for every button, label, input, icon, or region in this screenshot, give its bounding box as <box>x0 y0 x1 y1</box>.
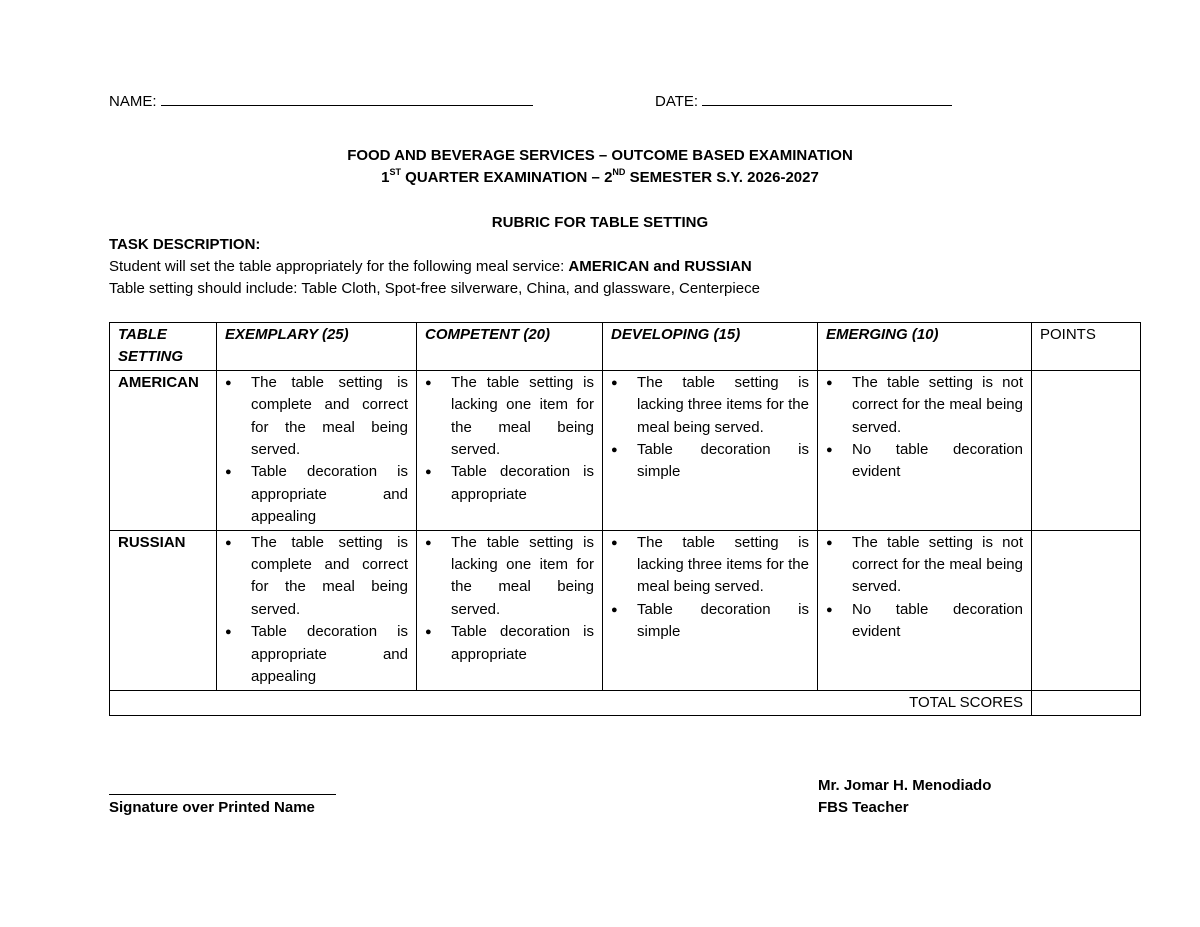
criteria-text: The table setting is complete and correct for the meal being served. <box>251 533 408 618</box>
bullet-icon: ● <box>611 376 618 389</box>
criteria-item <box>225 372 408 462</box>
criteria-item <box>425 532 594 622</box>
criteria-item <box>225 621 408 688</box>
criteria-text: The table setting is complete and correct for the meal being served. <box>251 373 408 459</box>
bullet-icon: ● <box>425 626 432 639</box>
date-label: DATE: <box>655 93 699 110</box>
rubric-title: RUBRIC FOR TABLE SETTING <box>491 214 709 231</box>
task-heading: TASK DESCRIPTION: <box>109 236 261 253</box>
criteria-item <box>611 532 809 599</box>
bullet-icon: ● <box>611 536 618 549</box>
bullet-icon: ● <box>225 466 232 479</box>
criteria-list <box>225 532 408 689</box>
bullet-icon: ● <box>826 376 833 389</box>
signature-line[interactable] <box>109 794 336 795</box>
rubric-row-american <box>110 370 1141 530</box>
signature-caption: Signature over Printed Name <box>109 799 315 816</box>
criteria-text: Table decoration is appropriate <box>451 463 594 503</box>
bullet-icon: ● <box>425 466 432 479</box>
rubric-table <box>109 322 1141 716</box>
criteria-cell-competent <box>417 530 603 690</box>
criteria-text: The table setting is not correct for the meal being served. <box>852 373 1023 436</box>
exam-title: FOOD AND BEVERAGE SERVICES – OUTCOME BASED EXAMINATION <box>347 147 853 164</box>
criteria-list <box>425 372 594 506</box>
criteria-item <box>826 599 1023 644</box>
header-row <box>110 323 1141 371</box>
header-developing: DEVELOPING (15) <box>603 323 818 371</box>
criteria-text: The table setting is lacking one item for the meal being served. <box>451 533 594 618</box>
criteria-item <box>425 372 594 462</box>
total-scores-label: TOTAL SCORES <box>110 690 1032 715</box>
criteria-cell-emerging <box>818 370 1032 530</box>
criteria-list <box>826 532 1023 644</box>
row-label: RUSSIAN <box>110 530 217 690</box>
criteria-list <box>826 372 1023 484</box>
criteria-text: Table decoration is appropriate and appealing <box>251 463 408 526</box>
exam-subtitle: 1ST QUARTER EXAMINATION – 2ND SEMESTER S.Y. 2026-2027 <box>381 167 819 186</box>
bullet-icon: ● <box>225 536 232 549</box>
bullet-icon: ● <box>611 444 618 457</box>
criteria-text: No table decoration evident <box>852 441 1023 481</box>
header-table-setting: TABLE SETTING <box>110 323 217 371</box>
bullet-icon: ● <box>611 603 618 616</box>
criteria-cell-emerging <box>818 530 1032 690</box>
criteria-cell-developing <box>603 530 818 690</box>
row-label: AMERICAN <box>110 370 217 530</box>
points-cell[interactable] <box>1032 530 1141 690</box>
task-line-1: Student will set the table appropriately for the following meal service: AMERICAN and RUSSIAN <box>109 258 752 275</box>
criteria-text: The table setting is lacking three items for the meal being served. <box>637 373 809 436</box>
teacher-role: FBS Teacher <box>818 799 909 816</box>
task-line-2: Table setting should include: Table Cloth, Spot-free silverware, China, and glassware, Centerpiece <box>109 280 760 297</box>
criteria-text: The table setting is lacking three items for the meal being served. <box>637 533 809 596</box>
bullet-icon: ● <box>425 536 432 549</box>
criteria-list <box>611 372 809 484</box>
bullet-icon: ● <box>826 444 833 457</box>
criteria-item <box>826 372 1023 439</box>
header-exemplary: EXEMPLARY (25) <box>217 323 417 371</box>
criteria-item <box>425 621 594 666</box>
criteria-cell-exemplary <box>217 530 417 690</box>
name-field <box>109 91 533 110</box>
header-points: POINTS <box>1032 323 1141 371</box>
criteria-item <box>611 372 809 439</box>
criteria-text: The table setting is lacking one item for the meal being served. <box>451 373 594 459</box>
criteria-list <box>611 532 809 644</box>
criteria-item <box>826 439 1023 484</box>
bullet-icon: ● <box>826 536 833 549</box>
criteria-item <box>425 461 594 506</box>
criteria-text: No table decoration evident <box>852 600 1023 641</box>
criteria-list <box>425 532 594 666</box>
points-cell[interactable] <box>1032 370 1141 530</box>
criteria-cell-competent <box>417 370 603 530</box>
criteria-item <box>826 532 1023 599</box>
criteria-list <box>225 372 408 529</box>
bullet-icon: ● <box>826 603 833 616</box>
bullet-icon: ● <box>425 376 432 389</box>
criteria-cell-exemplary <box>217 370 417 530</box>
criteria-item <box>225 532 408 622</box>
bullet-icon: ● <box>225 376 232 389</box>
criteria-text: Table decoration is simple <box>637 600 809 641</box>
name-blank-line[interactable] <box>161 91 533 106</box>
date-field <box>655 91 952 110</box>
criteria-item <box>225 461 408 528</box>
header-competent: COMPETENT (20) <box>417 323 603 371</box>
rubric-row-russian <box>110 530 1141 690</box>
total-row <box>110 690 1141 715</box>
criteria-item <box>611 439 809 484</box>
criteria-item <box>611 599 809 644</box>
bullet-icon: ● <box>225 626 232 639</box>
date-blank-line[interactable] <box>702 91 952 106</box>
teacher-name: Mr. Jomar H. Menodiado <box>818 777 992 794</box>
header-emerging: EMERGING (10) <box>818 323 1032 371</box>
name-label: NAME: <box>109 93 157 110</box>
criteria-text: The table setting is not correct for the meal being served. <box>852 533 1023 596</box>
criteria-text: Table decoration is appropriate and appealing <box>251 623 408 686</box>
criteria-cell-developing <box>603 370 818 530</box>
criteria-text: Table decoration is simple <box>637 441 809 481</box>
total-scores-cell[interactable] <box>1032 690 1141 715</box>
criteria-text: Table decoration is appropriate <box>451 623 594 663</box>
